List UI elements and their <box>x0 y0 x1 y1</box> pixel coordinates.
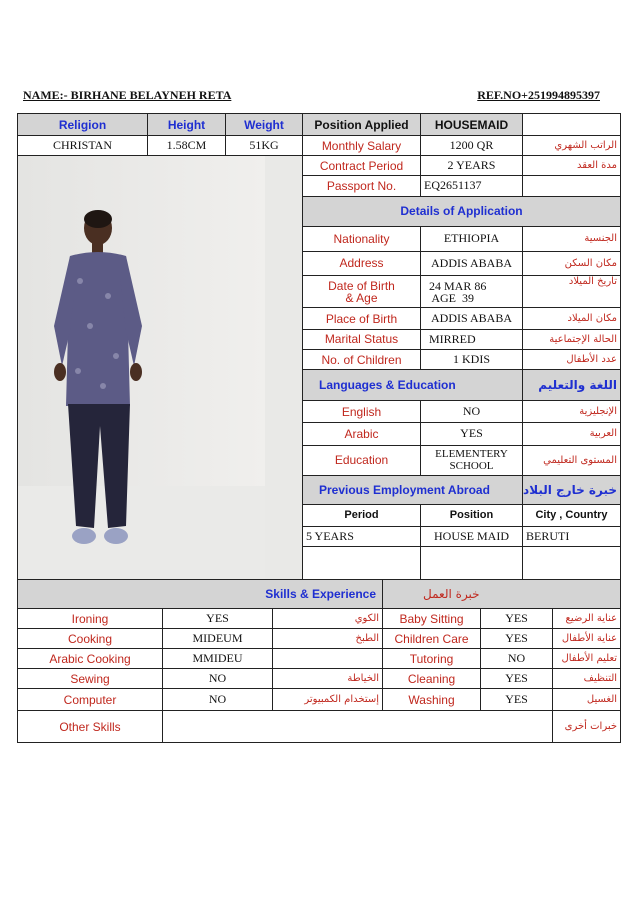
detail-arabic: الجنسية <box>523 227 621 251</box>
language-arabic: الإنجليزية <box>523 400 621 422</box>
candidate-photo <box>18 156 303 584</box>
detail-value: ETHIOPIA <box>421 227 523 251</box>
religion-value: CHRISTAN <box>18 136 148 156</box>
info-label: Monthly Salary <box>303 136 421 156</box>
education-arabic: المستوى التعليمي <box>523 445 621 475</box>
skill-label: Cooking <box>18 629 163 649</box>
skill-arabic <box>273 649 383 669</box>
education-label: Education <box>303 445 421 475</box>
detail-value: ADDIS ABABA <box>421 308 523 329</box>
employment-section-title: Previous Employment Abroad <box>303 476 523 504</box>
languages-section-arabic: اللغة والتعليم <box>523 370 621 400</box>
info-label: Passport No. <box>303 176 421 196</box>
detail-value: ADDIS ABABA <box>421 251 523 275</box>
weight-label: Weight <box>226 114 303 136</box>
language-value: YES <box>421 423 523 445</box>
employment-city: BERUTI <box>523 526 621 546</box>
detail-label: Marital Status <box>303 329 421 349</box>
skill-value: YES <box>481 609 553 629</box>
skill-label: Arabic Cooking <box>18 649 163 669</box>
position-header: Position <box>421 504 523 526</box>
detail-value: MIRRED <box>421 329 523 349</box>
city-country-header: City , Country <box>523 504 621 526</box>
skill-arabic: الخياطة <box>273 669 383 689</box>
candidate-name: NAME:- BIRHANE BELAYNEH RETA <box>23 88 232 102</box>
info-arabic <box>523 176 621 196</box>
skill-label: Washing <box>383 689 481 711</box>
language-arabic: العربية <box>523 423 621 445</box>
skill-value: MMIDEU <box>163 649 273 669</box>
detail-label: Nationality <box>303 227 421 251</box>
education-value: ELEMENTERY SCHOOL <box>421 445 523 475</box>
detail-arabic: مكان السكن <box>523 251 621 275</box>
info-label: Contract Period <box>303 156 421 176</box>
skill-value: YES <box>481 629 553 649</box>
info-arabic: مدة العقد <box>523 156 621 176</box>
skill-label: Cleaning <box>383 669 481 689</box>
skill-arabic: التنظيف <box>553 669 621 689</box>
skill-value: YES <box>481 689 553 711</box>
skill-arabic: الغسيل <box>553 689 621 711</box>
info-value: 1200 QR <box>421 136 523 156</box>
detail-label: Address <box>303 251 421 275</box>
skill-label: Baby Sitting <box>383 609 481 629</box>
skill-arabic: تعليم الأطفال <box>553 649 621 669</box>
position-applied-label: Position Applied <box>303 114 421 136</box>
person-photo-image <box>18 156 265 580</box>
employment-section-arabic: خبرة خارج البلاد <box>523 476 621 504</box>
passport-value: EQ2651137 <box>421 176 523 196</box>
other-skills-arabic: خبرات أخرى <box>553 711 621 743</box>
employment-empty <box>421 547 523 584</box>
period-header: Period <box>303 504 421 526</box>
skill-value: NO <box>481 649 553 669</box>
religion-label: Religion <box>18 114 148 136</box>
height-value: 1.58CM <box>148 136 226 156</box>
employment-empty <box>303 547 421 584</box>
main-table <box>17 113 621 584</box>
detail-label: Place of Birth <box>303 308 421 329</box>
employment-empty <box>523 547 621 584</box>
language-value: NO <box>421 400 523 422</box>
reference-number: REF.NO+251994895397 <box>477 88 600 102</box>
skill-arabic: الكوي <box>273 609 383 629</box>
skill-arabic: عناية الأطفال <box>553 629 621 649</box>
detail-arabic: الحالة الإجتماعية <box>523 329 621 349</box>
employment-period: 5 YEARS <box>303 526 421 546</box>
skill-value: NO <box>163 669 273 689</box>
detail-arabic: مكان الميلاد <box>523 308 621 329</box>
skill-label: Ironing <box>18 609 163 629</box>
detail-value: 24 MAR 86 AGE 39 <box>421 275 523 308</box>
skill-value: YES <box>481 669 553 689</box>
skills-section-title: Skills & Experience <box>18 580 383 609</box>
skill-value: YES <box>163 609 273 629</box>
language-label: English <box>303 400 421 422</box>
language-label: Arabic <box>303 423 421 445</box>
position-applied-value: HOUSEMAID <box>421 114 523 136</box>
languages-section-title: Languages & Education <box>303 370 523 400</box>
skill-arabic: عناية الرضيع <box>553 609 621 629</box>
skills-table <box>17 579 621 743</box>
detail-arabic: تاريخ الميلاد <box>523 275 621 308</box>
skill-label: Computer <box>18 689 163 711</box>
info-value: 2 YEARS <box>421 156 523 176</box>
empty-cell <box>523 114 621 136</box>
skill-label: Sewing <box>18 669 163 689</box>
skills-section-arabic: خبرة العمل <box>383 580 621 609</box>
info-arabic: الراتب الشهري <box>523 136 621 156</box>
skill-arabic: الطبخ <box>273 629 383 649</box>
weight-value: 51KG <box>226 136 303 156</box>
skill-arabic: إستخدام الكمبيوتر <box>273 689 383 711</box>
height-label: Height <box>148 114 226 136</box>
skill-value: MIDEUM <box>163 629 273 649</box>
skill-value: NO <box>163 689 273 711</box>
skill-label: Children Care <box>383 629 481 649</box>
employment-position: HOUSE MAID <box>421 526 523 546</box>
skill-label: Tutoring <box>383 649 481 669</box>
details-section-title: Details of Application <box>303 196 621 226</box>
detail-label: No. of Children <box>303 350 421 370</box>
other-skills-label: Other Skills <box>18 711 163 743</box>
detail-value: 1 KDIS <box>421 350 523 370</box>
other-skills-value <box>163 711 553 743</box>
detail-arabic: عدد الأطفال <box>523 350 621 370</box>
detail-label: Date of Birth & Age <box>303 275 421 308</box>
